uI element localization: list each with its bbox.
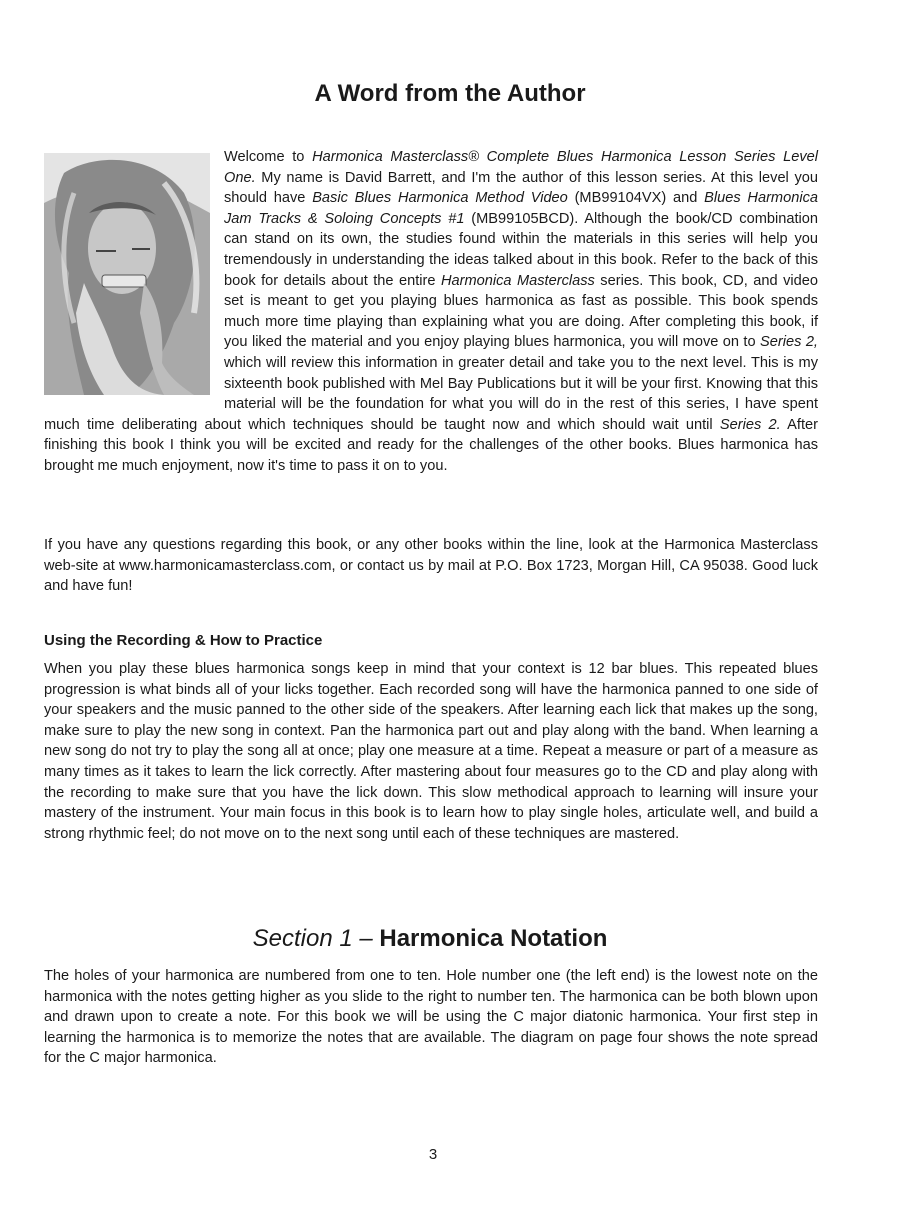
- practice-paragraph: When you play these blues harmonica songs keep in mind that your context is 12 bar blues. This repeated blues progression is what binds all of your licks together. Each recorded song will have the harmonica panned to one side of your speakers and the music panned to the other side of the speakers. After learning each lick that makes up the song, make sure to play the new song in context. Pan the harmonica part out and play along with the band. When learning a new song do not try to play the song all at once; play one measure at a time. Repeat a measure or part of a measure as many times as it takes to learn the lick correctly. After mastering about four measures go to the CD and play along with the recording to make sure that you have the lick down. This slow methodical approach to learning will insure your mastery of the instrument. Your main focus in this book is to learn how to play single holes, articulate well, and build a strong rhythmic feel; do not move on to the next song until each of these techniques are mastered.: [44, 661, 818, 842]
- section-name: Harmonica Notation: [379, 925, 608, 952]
- page-number: 3: [428, 1146, 438, 1163]
- section-title: [0, 925, 860, 953]
- page-title: A Word from the Author: [314, 80, 586, 107]
- intro-paragraph: Welcome to Harmonica Masterclass® Complete Blues Harmonica Lesson Series Level One. My name is David Barrett, and I'm the author of this lesson series. At this level you should have Basic Blues Harmonica Method Video (MB99104VX) and Blues Harmonica Jam Tracks & Soloing Concepts #1 (MB99105BCD). Although the book/CD combination can stand on its own, the studies found within the materials in this series will help you tremendously in understanding the ideas talked about in this book. Refer to the back of this book for details about the entire Harmonica Masterclass series. This book, CD, and video set is meant to get you playing blues harmonica as fast as possible. This book spends much more time playing than explaining what you are doing. After completing this book, if you liked the material and you enjoy playing blues harmonica, you will move on to Series 2, which will review this information in greater detail and take you to the next level. This is my sixteenth book published with Mel Bay Publications but it will be your first. Knowing that this material will be the foundation for what you will do in the rest of this series, I have spent much time deliberating about which techniques should be taught now and which should wait until Series 2. After finishing this book I think you will be excited and ready for the challenges of the other books. Blues harmonica has brought me much enjoyment, now it's time to pass it on to you.: [44, 149, 818, 474]
- practice-heading: Using the Recording & How to Practice: [44, 632, 323, 649]
- notation-paragraph: The holes of your harmonica are numbered from one to ten. Hole number one (the left end) is the lowest note on the harmonica with the notes getting higher as you slide to the right to number ten. The harmonica can be both blown upon and drawn upon to create a note. For this book we will be using the C major diatonic harmonica. Your first step in learning the harmonica is to memorize the notes that are available. The diagram on page four shows the note spread for the C major harmonica.: [44, 968, 818, 1067]
- contact-paragraph: If you have any questions regarding this book, or any other books within the line, look at the Harmonica Masterclass web-site at www.harmonicamasterclass.com, or contact us by mail at P.O. Box 1723, Morgan Hill, CA 95038. Good luck and have fun!: [44, 537, 818, 595]
- section-prefix: Section 1 –: [252, 925, 380, 952]
